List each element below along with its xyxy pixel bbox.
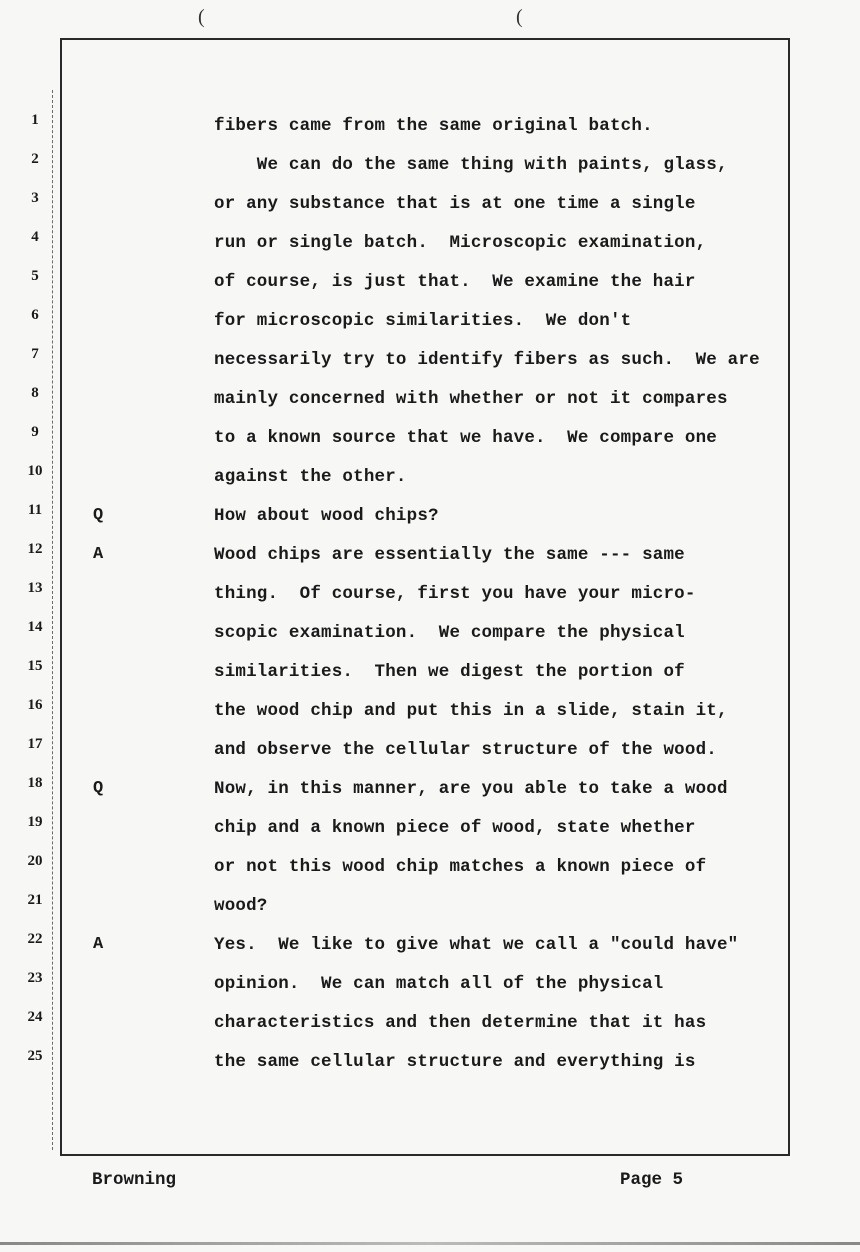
- line-number: 2: [31, 151, 39, 167]
- transcript-line: mainly concerned with whether or not it compares: [214, 389, 728, 409]
- line-number: 3: [31, 190, 39, 206]
- transcript-line: or not this wood chip matches a known piece of: [214, 857, 707, 877]
- speaker-label: Q: [93, 506, 104, 525]
- line-number: 9: [31, 424, 39, 440]
- line-number: 10: [27, 463, 43, 479]
- line-number: 15: [27, 658, 43, 674]
- line-number: 12: [27, 541, 43, 557]
- transcript-line: We can do the same thing with paints, glass,: [214, 155, 728, 175]
- line-number: 16: [27, 697, 43, 713]
- transcript-line: Wood chips are essentially the same --- same: [214, 545, 685, 565]
- transcript-line: thing. Of course, first you have your micro-: [214, 584, 696, 604]
- transcript-line: wood?: [214, 896, 268, 916]
- speaker-label: A: [93, 935, 104, 954]
- transcript-line: to a known source that we have. We compare one: [214, 428, 717, 448]
- line-number: 14: [27, 619, 43, 635]
- scan-edge: [0, 1242, 860, 1245]
- transcript-line: the same cellular structure and everything is: [214, 1052, 696, 1072]
- transcript-line: the wood chip and put this in a slide, stain it,: [214, 701, 728, 721]
- witness-name: Browning: [92, 1170, 177, 1190]
- transcript-line: fibers came from the same original batch.: [214, 116, 653, 136]
- line-number: 23: [27, 970, 43, 986]
- line-number: 18: [27, 775, 43, 791]
- line-number: 17: [27, 736, 43, 752]
- transcript-line: scopic examination. We compare the physical: [214, 623, 685, 643]
- transcript-line: How about wood chips?: [214, 506, 439, 526]
- punch-mark: (: [198, 6, 205, 28]
- speaker-label: Q: [93, 779, 104, 798]
- transcript-line: run or single batch. Microscopic examination,: [214, 233, 707, 253]
- line-number: 22: [27, 931, 43, 947]
- line-number: 5: [31, 268, 39, 284]
- punch-mark: (: [516, 6, 523, 28]
- transcript-line: similarities. Then we digest the portion of: [214, 662, 685, 682]
- line-number: 11: [27, 502, 43, 518]
- line-number: 1: [31, 112, 39, 128]
- line-number: 7: [31, 346, 39, 362]
- line-number: 6: [31, 307, 39, 323]
- transcript-line: Now, in this manner, are you able to take a wood: [214, 779, 728, 799]
- line-number: 4: [31, 229, 39, 245]
- line-number: 8: [31, 385, 39, 401]
- transcript-line: of course, is just that. We examine the hair: [214, 272, 696, 292]
- transcript-line: chip and a known piece of wood, state whether: [214, 818, 696, 838]
- page-number: Page 5: [620, 1170, 684, 1190]
- margin-rule: [52, 90, 53, 1150]
- line-number: 20: [27, 853, 43, 869]
- transcript-line: Yes. We like to give what we call a "could have": [214, 935, 739, 955]
- line-number: 19: [27, 814, 43, 830]
- transcript-line: necessarily try to identify fibers as such. We are: [214, 350, 760, 370]
- transcript-line: or any substance that is at one time a single: [214, 194, 696, 214]
- transcript-line: against the other.: [214, 467, 407, 487]
- transcript-line: for microscopic similarities. We don't: [214, 311, 632, 331]
- line-number: 13: [27, 580, 43, 596]
- transcript-line: characteristics and then determine that it has: [214, 1013, 707, 1033]
- speaker-label: A: [93, 545, 104, 564]
- line-number: 25: [27, 1048, 43, 1064]
- transcript-line: and observe the cellular structure of the wood.: [214, 740, 717, 760]
- line-number: 24: [27, 1009, 43, 1025]
- transcript-line: opinion. We can match all of the physical: [214, 974, 664, 994]
- line-number: 21: [27, 892, 43, 908]
